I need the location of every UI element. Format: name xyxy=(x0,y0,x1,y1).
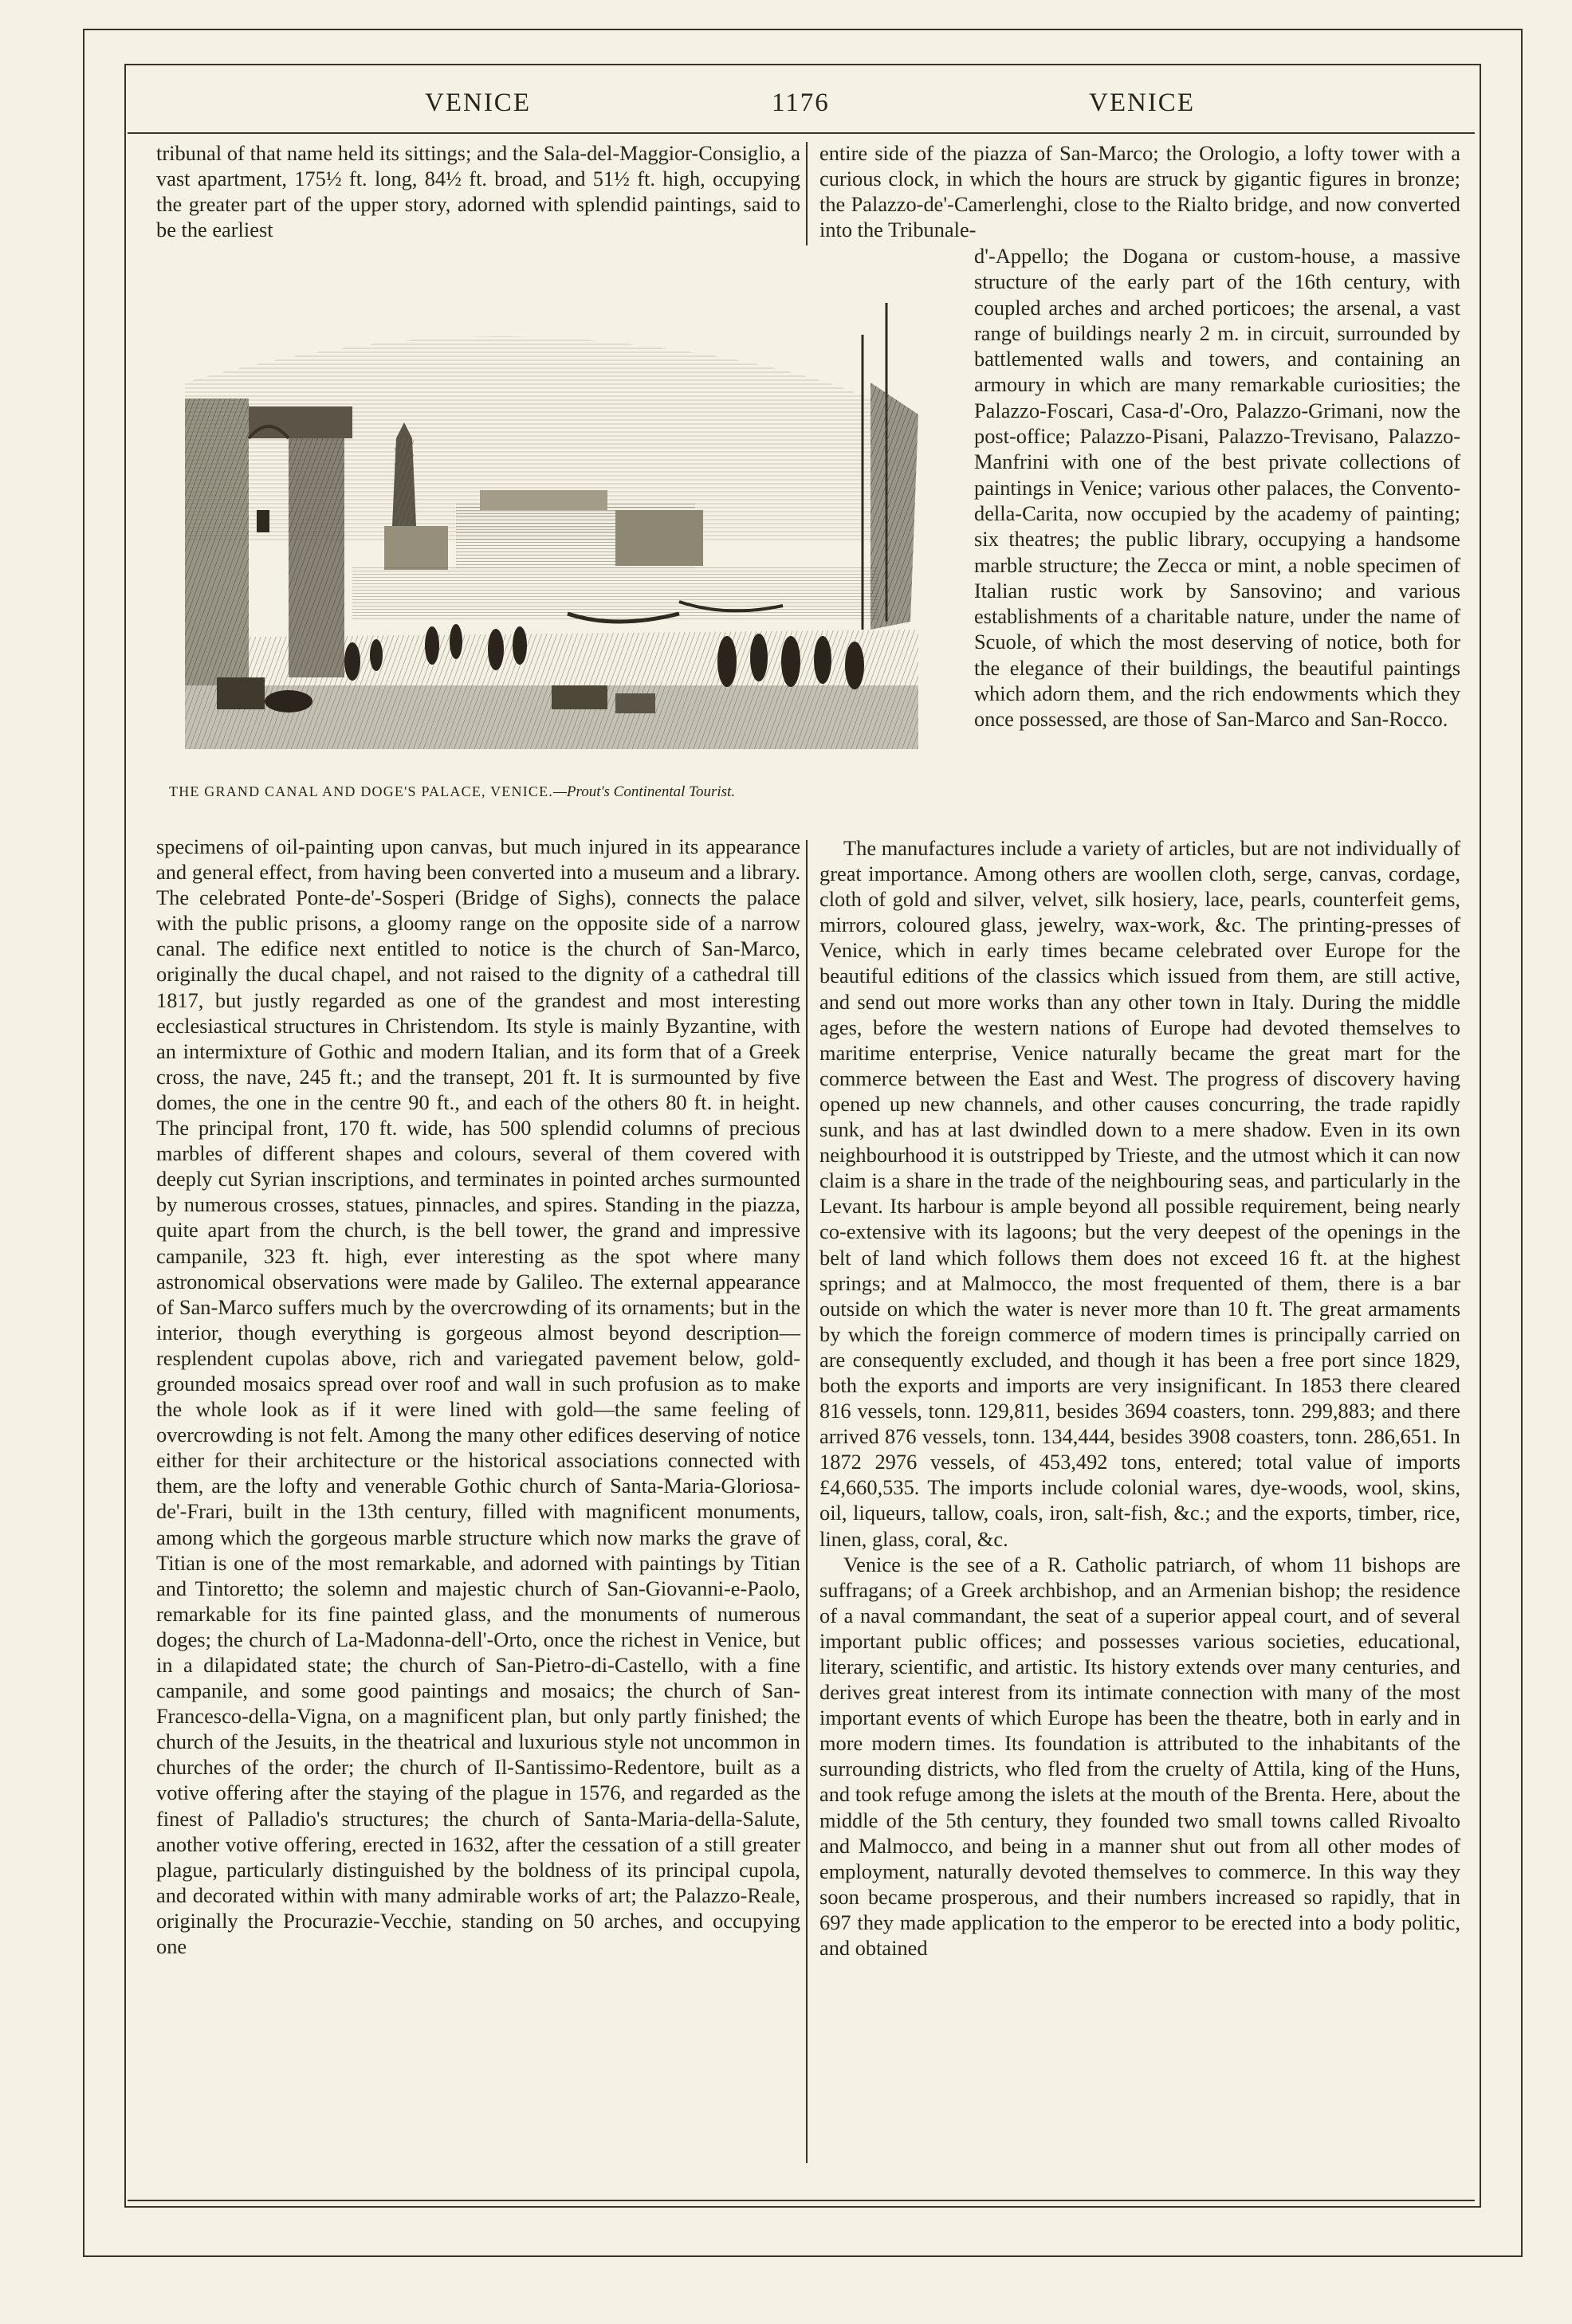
column-rule-top xyxy=(806,142,808,245)
header-rule xyxy=(128,132,1475,134)
grand-canal-engraving xyxy=(169,287,934,765)
paragraph: entire side of the piazza of San-Marco; the Orologio, a lofty tower with a curious clock, in which the hours are struck by gigantic figures in bronze; the Palazzo-de'-Camerlenghi, close to the Rialto bridge, and now converted into the Tribunale- xyxy=(819,141,1460,242)
paragraph: The manufactures include a variety of articles, but are not individually of great importance. Among others are woollen cloth, serge, canvas, cordage, cloth of gold and silver, velvet, silk hosiery, lace, pearls, counterfeit gems, mirrors, coloured glass, jewelry, wax-work, &c. The printing-presses of Venice, which in early times became celebrated over Europe for the beautiful editions of the classics which issued from them, are still active, and send out more works than any other town in Italy. During the middle ages, before the western nations of Europe had devoted themselves to maritime enterprise, Venice naturally became the great mart for the commerce between the East and West. The progress of discovery having opened up new channels, and other causes concurring, the trade rapidly sunk, and has at last dwindled down to a mere shadow. Even in its own neighbourhood it is outstripped by Trieste, and the utmost which it can now claim is a share in the trade of the neighbouring seas, and particularly in the Levant. Its harbour is ample beyond all possible requirement, being nearly co-extensive with its lagoons; but the very deepest of the openings in the belt of land which follows them does not exceed 16 ft. at the highest springs; and at Malmocco, the most frequented of them, there is a bar outside on which the water is never more than 10 ft. The great armaments by which the foreign commerce of modern times is principally carried on are consequently excluded, and though it has been a free port since 1829, both the exports and imports are very insignificant. In 1853 there cleared 816 vessels, tonn. 129,811, besides 3694 coasters, tonn. 299,883; and there arrived 876 vessels, tonn. 134,444, besides 3908 coasters, tonn. 286,651. In 1872 2976 vessels, of 453,492 tons, entered; total value of imports £4,660,535. The imports include colonial wares, dye-woods, wool, skins, oil, liqueurs, tallow, coals, iron, salt-fish, &c.; and the exports, timber, rice, linen, glass, coral, &c. xyxy=(819,836,1460,1551)
figure-caption xyxy=(169,781,934,803)
running-head-left: VENICE xyxy=(425,88,531,117)
paragraph: Venice is the see of a R. Catholic patriarch, of whom 11 bishops are suffragans; of a Greek archbishop, and an Armenian bishop; the residence of a naval commandant, the seat of a superior appeal court, and of several important public offices; and possesses various societies, educational, literary, scientific, and artistic. Its history extends over many centuries, and derives great interest from its intimate connection with many of the most important events of which Europe has been the theatre, both in early and in more modern times. Its foundation is attributed to the inhabitants of the surrounding districts, who fled from the cruelty of Attila, king of the Huns, and took refuge among the islets at the mouth of the Brenta. Here, about the middle of the 5th century, they founded two small towns called Rivoalto and Malmocco, and being in a manner shut out from all other modes of employment, naturally devoted themselves to commerce. In this way they soon became prosperous, and their numbers increased so rapidly, that in 697 they made application to the emperor to be erected into a body politic, and obtained xyxy=(819,1552,1460,1961)
figure-caption-title: THE GRAND CANAL AND DOGE'S PALACE, VENICE. xyxy=(169,783,553,799)
right-column-top xyxy=(819,140,1460,242)
page-number: 1176 xyxy=(772,88,830,117)
left-column-bottom xyxy=(156,834,800,1959)
right-column-beside-figure xyxy=(974,243,1460,732)
figure-caption-credit: —Prout's Continental Tourist. xyxy=(553,783,736,800)
right-column-bottom xyxy=(819,835,1460,1961)
footer-rule xyxy=(128,2200,1475,2201)
paragraph: d'-Appello; the Dogana or custom-house, a massive structure of the early part of the 16th century, with coupled arches and arched porticoes; the arsenal, a vast range of buildings nearly 2 m. in circuit, surrounded by battlemented walls and towers, and containing an armoury in which are many remarkable curiosities; the Palazzo-Foscari, Casa-d'-Oro, Palazzo-Grimani, now the post-office; Palazzo-Pisani, Palazzo-Trevisano, Palazzo-Manfrini with one of the best private collections of paintings in Venice; various other palaces, the Convento-della-Carita, now occupied by the academy of painting; six theatres; the public library, occupying a handsome marble structure; the Zecca or mint, a noble specimen of Italian rustic work by Sansovino; and various establishments of a charitable nature, under the name of Scuole, of which the most deserving of notice, both for the elegance of their buildings, the beautiful paintings which adorn them, and the rich endowments which they once possessed, are those of San-Marco and San-Rocco. xyxy=(974,244,1460,732)
paragraph: tribunal of that name held its sittings; and the Sala-del-Maggior-Consiglio, a vast apartment, 175½ ft. long, 84½ ft. broad, and 51½ ft. high, occupying the greater part of the upper story, adorned with splendid paintings, said to be the earliest xyxy=(156,141,800,242)
left-column-top xyxy=(156,140,800,242)
running-head-right: VENICE xyxy=(1089,88,1195,117)
column-rule-bottom xyxy=(806,840,808,2163)
engraving-svg xyxy=(169,287,934,765)
paragraph: specimens of oil-painting upon canvas, but much injured in its appearance and general effect, from having been converted into a museum and a library. The celebrated Ponte-de'-Sosperi (Bridge of Sighs), connects the palace with the public prisons, a gloomy range on the opposite side of a narrow canal. The edifice next entitled to notice is the church of San-Marco, originally the ducal chapel, and not raised to the dignity of a cathedral till 1817, but justly regarded as one of the grandest and most interesting ecclesiastical structures in Christendom. Its style is mainly Byzantine, with an intermixture of Gothic and modern Italian, and its form that of a Greek cross, the nave, 245 ft.; and the transept, 201 ft. It is surmounted by five domes, the one in the centre 90 ft., and each of the others 80 ft. in height. The principal front, 170 ft. wide, has 500 splendid columns of precious marbles of different shapes and colours, several of them covered with deeply cut Syrian inscriptions, and terminates in pointed arches surmounted by numerous crosses, statues, pinnacles, and spires. Standing in the piazza, quite apart from the church, is the bell tower, the grand and impressive campanile, 323 ft. high, ever interesting as the spot where many astronomical observations were made by Galileo. The external appearance of San-Marco suffers much by the overcrowding of its ornaments; but in the interior, though everything is gorgeous almost beyond description—resplendent cupolas above, rich and variegated pavement below, gold-grounded mosaics spread over roof and wall in such profusion as to make the whole look as if it were lined with gold—the same feeling of overcrowding is not felt. Among the many other edifices deserving of notice either for their architecture or the historical associations connected with them, are the lofty and venerable Gothic church of Santa-Maria-Gloriosa-de'-Frari, built in the 13th century, filled with magnificent monuments, among which the gorgeous marble structure which now marks the grave of Titian is one of the most remarkable, and adorned with paintings by Titian and Tintoretto; the solemn and majestic church of San-Giovanni-e-Paolo, remarkable for its fine painted glass, and the monuments of numerous doges; the church of La-Madonna-dell'-Orto, once the richest in Venice, but in a dilapidated state; the church of San-Pietro-di-Castello, with a fine campanile, and some good paintings and mosaics; the church of San-Francesco-della-Vigna, on a magnificent plan, but only partly finished; the church of the Jesuits, in the theatrical and luxurious style not uncommon in churches of the order; the church of Il-Santissimo-Redentore, built as a votive offering after the staying of the plague in 1576, and regarded as the finest of Palladio's structures; the church of Santa-Maria-della-Salute, another votive offering, erected in 1632, after the cessation of a still greater plague, particularly distinguished by the boldness of its principal cupola, and decorated within with many admirable works of art; the Palazzo-Reale, originally the Procurazie-Vecchie, standing on 50 arches, and occupying one xyxy=(156,834,800,1959)
